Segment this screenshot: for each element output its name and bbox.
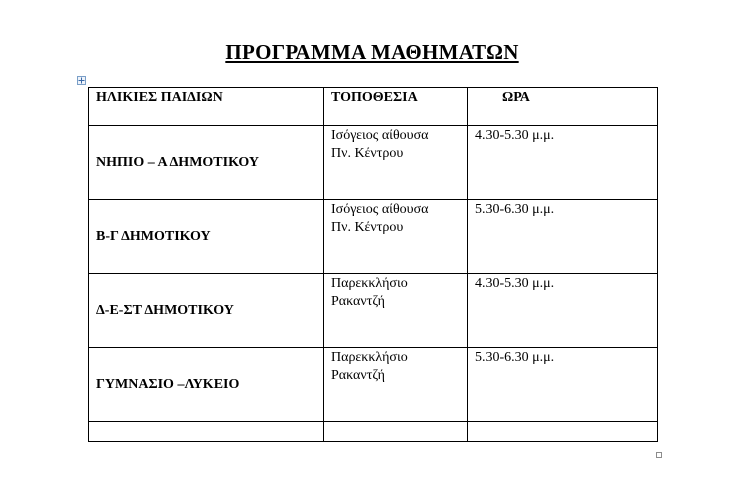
table-row <box>89 126 658 200</box>
cell-time[interactable]: 5.30-6.30 μ.μ. <box>468 200 658 274</box>
cell-time[interactable]: 4.30-5.30 μ.μ. <box>468 126 658 200</box>
table-row <box>89 200 658 274</box>
header-age[interactable]: ΗΛΙΚΙΕΣ ΠΑΙΔΙΩΝ <box>89 88 324 126</box>
location-line: Ρακαντζή <box>331 294 385 309</box>
cell-location[interactable] <box>324 126 468 200</box>
table-move-icon[interactable] <box>77 76 86 85</box>
cell-age[interactable]: ΝΗΠΙΟ – Α ΔΗΜΟΤΙΚΟΥ <box>89 126 324 200</box>
header-location[interactable]: ΤΟΠΟΘΕΣΙΑ <box>324 88 468 126</box>
document-title: ΠΡΟΓΡΑΜΜΑ ΜΑΘΗΜΑΤΩΝ <box>225 40 519 64</box>
cell-age[interactable]: ΓΥΜΝΑΣΙΟ –ΛΥΚΕΙΟ <box>89 348 324 422</box>
table-resize-icon[interactable] <box>656 452 662 458</box>
table-header-row <box>89 88 658 126</box>
location-line: Ισόγειος αίθουσα <box>331 202 429 217</box>
cell-location[interactable] <box>324 348 468 422</box>
cell-time[interactable]: 5.30-6.30 μ.μ. <box>468 348 658 422</box>
table-row <box>89 274 658 348</box>
schedule-table <box>88 87 658 442</box>
cell-time[interactable]: 4.30-5.30 μ.μ. <box>468 274 658 348</box>
empty-cell[interactable] <box>89 422 324 442</box>
location-line: Πν. Κέντρου <box>331 146 404 161</box>
location-line: Πν. Κέντρου <box>331 220 404 235</box>
location-line: Ισόγειος αίθουσα <box>331 128 429 143</box>
cell-location[interactable] <box>324 200 468 274</box>
cell-age[interactable]: Β-Γ ΔΗΜΟΤΙΚΟΥ <box>89 200 324 274</box>
table-row <box>89 348 658 422</box>
move-arrows-icon <box>78 77 85 84</box>
table-row-empty <box>89 422 658 442</box>
cell-location[interactable] <box>324 274 468 348</box>
empty-cell[interactable] <box>468 422 658 442</box>
cell-age[interactable]: Δ-Ε-ΣΤ ΔΗΜΟΤΙΚΟΥ <box>89 274 324 348</box>
location-line: Παρεκκλήσιο <box>331 276 408 291</box>
header-time[interactable]: ΩΡΑ <box>468 88 658 126</box>
location-line: Ρακαντζή <box>331 368 385 383</box>
location-line: Παρεκκλήσιο <box>331 350 408 365</box>
empty-cell[interactable] <box>324 422 468 442</box>
